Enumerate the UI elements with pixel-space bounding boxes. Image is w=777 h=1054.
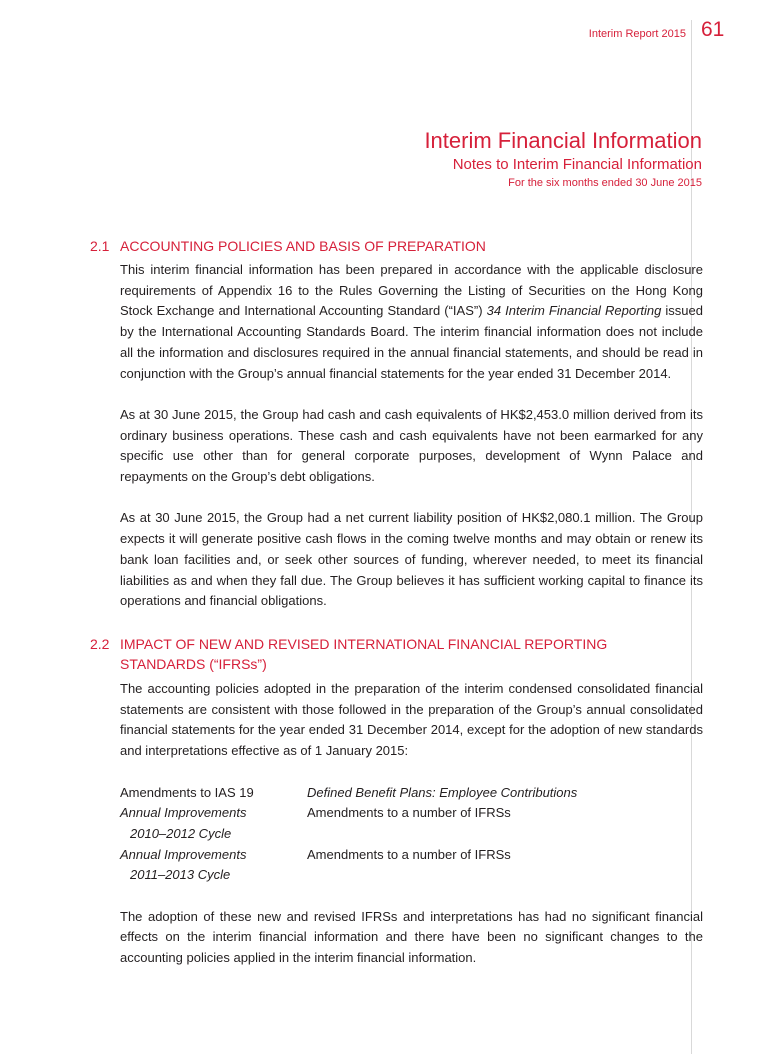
paragraph: The accounting policies adopted in the preparation of the interim condensed consolidated financial statements are consistent with those followed in the preparation of the Group’s annual consolidated financial statements for the year ended 31 December 2014, except for the adoption of new standards and interpretations effective as of 1 January 2015: <box>120 681 703 759</box>
standards-row <box>120 803 703 824</box>
paragraph <box>120 260 703 384</box>
running-header <box>0 18 777 48</box>
section-title-line-1: IMPACT OF NEW AND REVISED INTERNATIONAL FINANCIAL REPORTING <box>120 636 608 652</box>
section-heading <box>90 236 703 256</box>
paragraph: As at 30 June 2015, the Group had cash and cash equivalents of HK$2,453.0 million derived from its ordinary business operations. These cash and cash equivalents have not been earmarked for any specific use other than for general corporate purposes, development of Wynn Palace and repayments on the Group’s debt obligations. <box>120 406 703 485</box>
standard-name: Annual Improvements <box>120 846 247 862</box>
standards-row <box>120 783 703 804</box>
title-block <box>424 127 702 191</box>
standard-name: Amendments to IAS 19 <box>120 784 254 800</box>
section-title-line-2: STANDARDS (“IFRSs”) <box>120 656 267 672</box>
section-heading <box>90 634 703 674</box>
standard-description: Amendments to a number of IFRSs <box>307 846 511 862</box>
section-number: 2.2 <box>90 636 110 652</box>
standards-row-continued <box>120 824 703 845</box>
page-number: 61 <box>701 18 725 41</box>
standard-description: Amendments to a number of IFRSs <box>307 805 511 821</box>
standard-description: Defined Benefit Plans: Employee Contributions <box>307 784 578 800</box>
standard-name: Annual Improvements <box>120 805 247 821</box>
page-subtitle: Notes to Interim Financial Information <box>452 156 702 173</box>
standard-name-cycle: 2010–2012 Cycle <box>130 825 232 841</box>
standards-row-continued <box>120 865 703 886</box>
section-2-2 <box>90 634 703 969</box>
section-body <box>120 679 703 969</box>
section-title: ACCOUNTING POLICIES AND BASIS OF PREPARATION <box>120 238 486 254</box>
paragraph: The adoption of these new and revised IFRSs and interpretations has had no significant financial effects on the interim financial information and there have been no significant changes to the accounting policies applied in the interim financial information. <box>120 908 703 966</box>
standards-table <box>120 783 703 886</box>
page-title: Interim Financial Information <box>424 128 702 153</box>
standard-name-italic: 34 Interim Financial Reporting <box>486 303 662 319</box>
period-label: For the six months ended 30 June 2015 <box>508 177 702 189</box>
standard-name-cycle: 2011–2013 Cycle <box>130 867 231 883</box>
paragraph: As at 30 June 2015, the Group had a net current liability position of HK$2,080.1 million. The Group expects it will generate positive cash flows in the coming twelve months and may obtain or renew its bank loan facilities and, or seek other sources of funding, wherever needed, to meet its financial liabilities as and when they fall due. The Group believes it has sufficient working capital to finance its operations and financial obligations. <box>120 510 703 609</box>
standards-row <box>120 845 703 866</box>
section-number: 2.1 <box>90 238 110 254</box>
paragraph-text: This interim financial information has been prepared in accordance with the applicable disclosure requirements of Appendix 16 to the Rules Governing the Listing of Securities on the Hong Kong Stock Exchange and International Accounting Standard (“IAS”) <box>120 262 703 319</box>
section-2-1 <box>90 236 703 612</box>
section-body <box>120 260 703 612</box>
report-title: Interim Report 2015 <box>588 28 686 40</box>
paragraph-text: issued by the International Accounting Standards Board. The interim financial information does not include all the information and disclosures required in the annual financial statements, and should be read in conjunction with the Group’s annual financial statements for the year ended 31 December 2014. <box>120 303 703 381</box>
